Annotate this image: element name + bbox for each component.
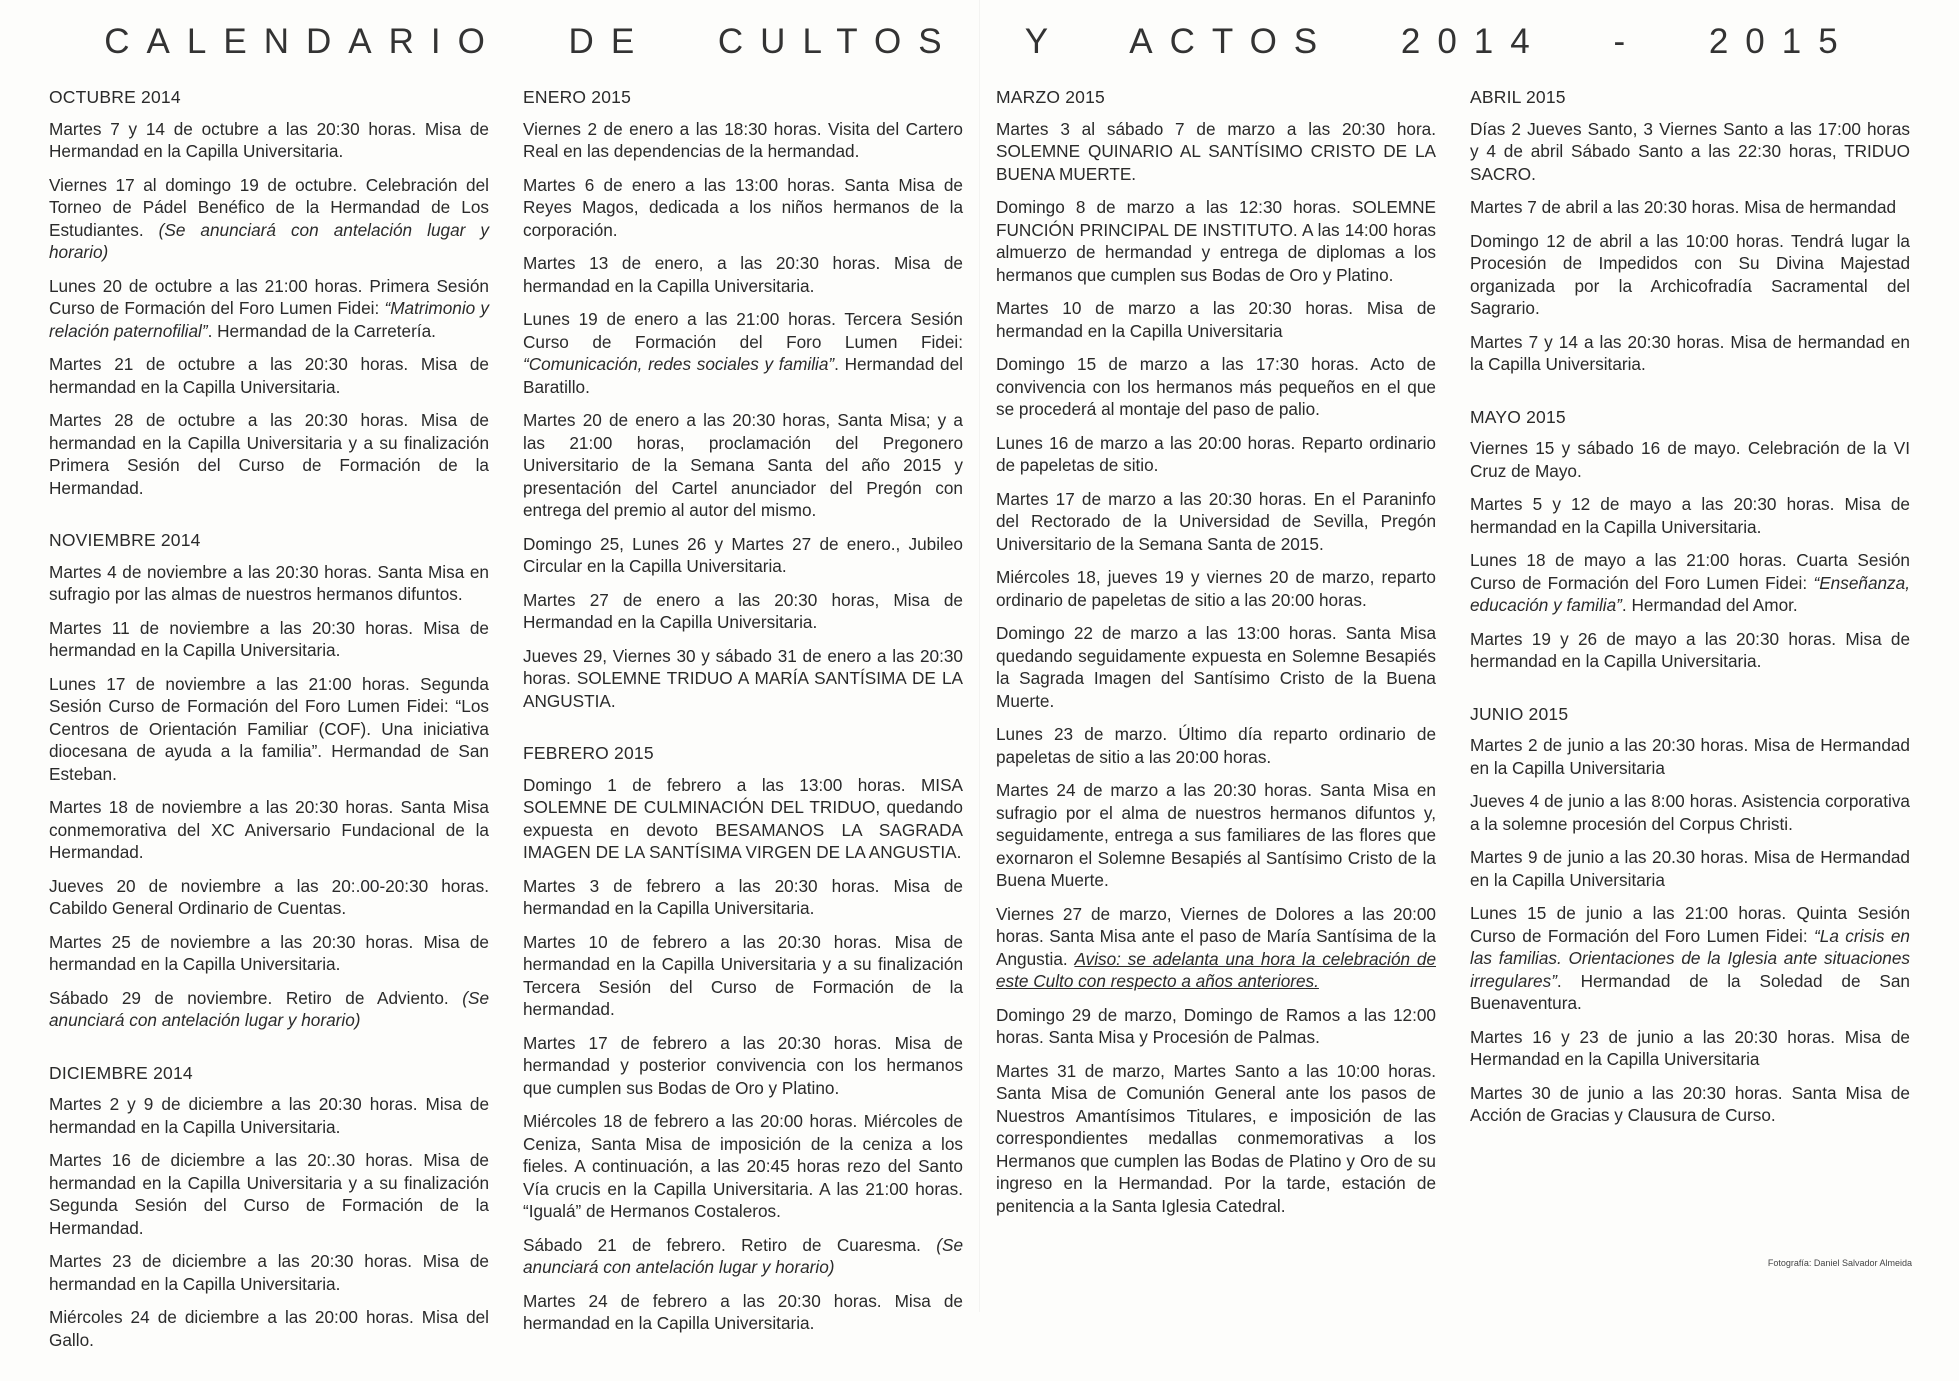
calendar-entry — [1470, 1026, 1910, 1071]
entry-text: Martes 11 de noviembre a las 20:30 horas. Misa de hermandad en la Capilla Universitaria. — [49, 617, 489, 660]
entry-text: Martes 4 de noviembre a las 20:30 horas. Santa Misa en sufragio por las almas de nuestros hermanos difuntos. — [49, 561, 489, 604]
calendar-entry — [49, 275, 489, 343]
entry-text: Martes 18 de noviembre a las 20:30 horas. Santa Misa conmemorativa del XC Aniversario Fundacional de la Hermandad. — [49, 797, 489, 862]
calendar-entry — [1470, 549, 1910, 617]
calendar-entry — [996, 622, 1436, 712]
entry-text: . Hermandad de la Soledad de San Buenaventura. — [1470, 970, 1910, 1013]
entry-text: Martes 23 de diciembre a las 20:30 horas. Misa de hermandad en la Capilla Universitaria. — [49, 1251, 489, 1294]
entry-notice-text: Aviso: se adelanta una hora la celebración de este Culto con respecto a años anteriores. — [996, 948, 1437, 991]
month-heading: DICIEMBRE 2014 — [49, 1062, 193, 1083]
entry-text: Viernes 15 y sábado 16 de mayo. Celebración de la VI Cruz de Mayo. — [1470, 438, 1910, 481]
calendar-entry — [523, 589, 963, 634]
calendar-entry — [996, 779, 1436, 892]
calendar-entry — [996, 1060, 1436, 1218]
month-section — [523, 86, 963, 712]
entry-text: Domingo 29 de marzo, Domingo de Ramos a las 12:00 horas. Santa Misa y Procesión de Palmas. — [996, 1004, 1436, 1047]
calendar-entry — [1470, 846, 1910, 891]
month-heading: OCTUBRE 2014 — [49, 87, 181, 107]
month-heading: NOVIEMBRE 2014 — [49, 530, 201, 550]
entry-text: Domingo 8 de marzo a las 12:30 horas. SOLEMNE FUNCIÓN PRINCIPAL DE INSTITUTO. A las 14:00 horas almuerzo de hermandad y entrega de diplomas a los hermanos que cumplen sus Bodas de Oro y Platino. — [996, 197, 1436, 285]
month-section — [1470, 406, 1910, 673]
calendar-entry — [49, 1250, 489, 1295]
calendar-entry — [49, 673, 489, 786]
entry-italic-text: (Se anunciará con antelación lugar y horario) — [49, 219, 489, 262]
calendar-entry — [523, 533, 963, 578]
calendar-entry — [523, 118, 963, 163]
entry-text: Martes 3 de febrero a las 20:30 horas. Misa de hermandad en la Capilla Universitaria. — [523, 875, 963, 918]
entry-text: Jueves 20 de noviembre a las 20:.00-20:30 horas. Cabildo General Ordinario de Cuentas. — [49, 875, 489, 918]
entry-text: Sábado 29 de noviembre. Retiro de Adviento. — [49, 987, 463, 1008]
entry-text: Martes 24 de febrero a las 20:30 horas. Misa de hermandad en la Capilla Universitaria. — [523, 1290, 963, 1333]
calendar-entry — [49, 987, 489, 1032]
entry-text: Lunes 17 de noviembre a las 21:00 horas. Segunda Sesión Curso de Formación del Foro Lumen Fidei: “Los Centros de Orientación Familiar (COF). Una iniciativa diocesana de ayuda a la familia”. Hermandad de San Esteban. — [49, 673, 489, 784]
calendar-entry — [523, 409, 963, 522]
calendar-column — [523, 86, 963, 1365]
calendar-entry — [523, 1234, 963, 1279]
calendar-entry — [523, 1032, 963, 1100]
calendar-entry — [996, 1004, 1436, 1049]
entry-italic-text: “Enseñanza, educación y familia” — [1470, 572, 1910, 615]
calendar-entry — [49, 174, 489, 264]
calendar-entry — [996, 196, 1436, 286]
calendar-column — [996, 86, 1436, 1247]
entry-text: Martes 6 de enero a las 13:00 horas. Santa Misa de Reyes Magos, dedicada a los niños hermanos de la corporación. — [523, 174, 963, 240]
entry-text: Días 2 Jueves Santo, 3 Viernes Santo a las 17:00 horas y 4 de abril Sábado Santo a las 22:30 horas, TRIDUO SACRO. — [1470, 118, 1910, 184]
month-heading: JUNIO 2015 — [1470, 703, 1569, 724]
calendar-entry — [1470, 118, 1910, 186]
entry-text: Domingo 1 de febrero a las 13:00 horas. MISA SOLEMNE DE CULMINACIÓN DEL TRIDUO, quedando expuesta en devoto BESAMANOS LA SAGRADA IMAGEN DE LA SANTÍSIMA VIRGEN DE LA ANGUSTIA. — [523, 774, 963, 862]
calendar-entry — [996, 353, 1436, 421]
calendar-entry — [49, 617, 489, 662]
entry-text: Miércoles 18 de febrero a las 20:00 horas. Miércoles de Ceniza, Santa Misa de imposición de la ceniza a los fieles. A continuación, a las 20:45 horas rezo del Santo Vía crucis en la Capilla Universitaria. A las 21:00 horas. “Igualá” de Hermanos Costaleros. — [523, 1111, 963, 1221]
calendar-entry — [1470, 628, 1910, 673]
calendar-entry — [996, 297, 1436, 342]
calendar-entry — [996, 432, 1436, 477]
calendar-entry — [1470, 1082, 1910, 1127]
calendar-entry — [49, 1093, 489, 1138]
calendar-entry — [996, 723, 1436, 768]
calendar-entry — [49, 796, 489, 864]
entry-text: Viernes 27 de marzo, Viernes de Dolores a las 20:00 horas. Santa Misa ante el paso de María Santísima de la Angustia. — [996, 903, 1436, 969]
entry-text: Sábado 21 de febrero. Retiro de Cuaresma. — [523, 1234, 937, 1255]
calendar-entry — [996, 488, 1436, 556]
calendar-entry — [49, 409, 489, 499]
calendar-column — [1470, 86, 1910, 1157]
month-section — [523, 742, 963, 1335]
entry-text: . Hermandad del Amor. — [1621, 595, 1798, 615]
calendar-entry — [1470, 331, 1910, 376]
entry-text: Martes 20 de enero a las 20:30 horas, Santa Misa; y a las 21:00 horas, proclamación del Pregonero Universitario de la Semana Santa del año 2015 y presentación del Cartel anunciador del Pregón con entrega del premio al autor del mismo. — [523, 410, 963, 520]
calendar-entry — [49, 1149, 489, 1239]
entry-text: Martes 17 de febrero a las 20:30 horas. Misa de hermandad y posterior convivencia con los hermanos que cumplen sus Bodas de Oro y Platino. — [523, 1032, 963, 1098]
entry-text: Martes 5 y 12 de mayo a las 20:30 horas. Misa de hermandad en la Capilla Universitaria. — [1470, 494, 1910, 537]
month-heading: MAYO 2015 — [1470, 406, 1566, 427]
entry-text: Martes 7 de abril a las 20:30 horas. Misa de hermandad — [1470, 197, 1897, 217]
entry-text: Martes 2 de junio a las 20:30 horas. Misa de Hermandad en la Capilla Universitaria — [1470, 735, 1910, 778]
entry-text: Lunes 20 de octubre a las 21:00 horas. Primera Sesión Curso de Formación del Foro Lumen Fidei: — [49, 275, 489, 318]
calendar-entry — [523, 252, 963, 297]
entry-text: Martes 24 de marzo a las 20:30 horas. Santa Misa en sufragio por el alma de nuestros hermanos difuntos y, seguidamente, entrega a sus familiares de las flores que exornaron el Solemne Besapiés al Santísimo Cristo de la Buena Muerte. — [996, 780, 1436, 890]
entry-text: Martes 16 y 23 de junio a las 20:30 horas. Misa de Hermandad en la Capilla Universitaria — [1470, 1026, 1910, 1069]
calendar-entry — [49, 353, 489, 398]
entry-italic-text: “Comunicación, redes sociales y familia” — [523, 354, 835, 374]
calendar-entry — [49, 875, 489, 920]
entry-text: Jueves 29, Viernes 30 y sábado 31 de enero a las 20:30 horas. SOLEMNE TRIDUO A MARÍA SANTÍSIMA DE LA ANGUSTIA. — [523, 645, 963, 711]
entry-text: Domingo 12 de abril a las 10:00 horas. Tendrá lugar la Procesión de Impedidos con Su Divina Majestad organizada por la Archicofradía Sacramental del Sagrario. — [1470, 230, 1910, 318]
calendar-entry — [996, 903, 1436, 993]
calendar-entry — [1470, 902, 1910, 1015]
entry-text: Martes 28 de octubre a las 20:30 horas. Misa de hermandad en la Capilla Universitaria y a su finalización Primera Sesión del Curso de Formación de la Hermandad. — [49, 410, 489, 498]
calendar-entry — [1470, 196, 1910, 219]
entry-italic-text: (Se anunciará con antelación lugar y horario) — [523, 1234, 963, 1277]
entry-text: Martes 19 y 26 de mayo a las 20:30 horas. Misa de hermandad en la Capilla Universitaria. — [1470, 628, 1910, 671]
entry-text: Lunes 19 de enero a las 21:00 horas. Tercera Sesión Curso de Formación del Foro Lumen Fidei: — [523, 309, 963, 352]
month-section — [1470, 86, 1910, 376]
entry-text: . Hermandad del Baratillo. — [523, 354, 963, 397]
entry-text: Miércoles 24 de diciembre a las 20:00 horas. Misa del Gallo. — [49, 1307, 489, 1350]
entry-text: . Hermandad de la Carretería. — [207, 320, 436, 341]
month-section — [49, 86, 489, 499]
calendar-entry — [523, 875, 963, 920]
entry-text: Miércoles 18, jueves 19 y viernes 20 de marzo, reparto ordinario de papeletas de sitio a las 20:00 horas. — [996, 567, 1436, 610]
entry-italic-text: “Matrimonio y relación paternofilial” — [49, 298, 489, 341]
entry-text: Martes 2 y 9 de diciembre a las 20:30 horas. Misa de hermandad en la Capilla Universitaria. — [49, 1094, 489, 1137]
fold-line — [979, 0, 980, 1312]
month-heading: ABRIL 2015 — [1470, 87, 1566, 107]
entry-text: Martes 21 de octubre a las 20:30 horas. Misa de hermandad en la Capilla Universitaria. — [49, 354, 489, 397]
month-section — [1470, 703, 1910, 1127]
entry-text: Martes 10 de febrero a las 20:30 horas. Misa de hermandad en la Capilla Universitaria y a su finalización Tercera Sesión del Curso de Formación de la hermandad. — [523, 931, 963, 1019]
calendar-entry — [49, 118, 489, 163]
month-heading: FEBRERO 2015 — [523, 743, 654, 763]
month-section — [996, 86, 1436, 1217]
entry-text: Martes 7 y 14 a las 20:30 horas. Misa de hermandad en la Capilla Universitaria. — [1470, 331, 1910, 374]
photo-credit: Fotografía: Daniel Salvador Almeida — [1767, 1258, 1912, 1268]
entry-text: Martes 3 al sábado 7 de marzo a las 20:30 hora. SOLEMNE QUINARIO AL SANTÍSIMO CRISTO DE LA BUENA MUERTE. — [996, 118, 1436, 184]
calendar-column — [49, 86, 489, 1381]
calendar-entry — [523, 174, 963, 242]
entry-text: Viernes 2 de enero a las 18:30 horas. Visita del Cartero Real en las dependencias de la hermandad. — [523, 118, 963, 161]
calendar-entry — [1470, 437, 1910, 482]
entry-text: Martes 13 de enero, a las 20:30 horas. Misa de hermandad en la Capilla Universitaria. — [523, 253, 963, 296]
entry-text: Jueves 4 de junio a las 8:00 horas. Asistencia corporativa a la solemne procesión del Corpus Christi. — [1470, 791, 1910, 834]
entry-text: Martes 17 de marzo a las 20:30 horas. En el Paraninfo del Rectorado de la Universidad de Sevilla, Pregón Universitario de la Semana Santa de 2015. — [996, 488, 1436, 554]
entry-text: Martes 9 de junio a las 20.30 horas. Misa de Hermandad en la Capilla Universitaria — [1470, 847, 1910, 890]
entry-text: Martes 30 de junio a las 20:30 horas. Santa Misa de Acción de Gracias y Clausura de Curso. — [1470, 1082, 1910, 1125]
calendar-entry — [523, 931, 963, 1021]
calendar-entry — [996, 566, 1436, 611]
entry-text: Lunes 16 de marzo a las 20:00 horas. Reparto ordinario de papeletas de sitio. — [996, 432, 1436, 475]
entry-text: Martes 31 de marzo, Martes Santo a las 10:00 horas. Santa Misa de Comunión General ante los pasos de Nuestros Amantísimos Titulares, e imposición de las correspondientes medallas conmemorativas a los Hermanos que cumplen las Bodas de Platino y Oro de su ingreso en la Hermandad. Por la tarde, estación de penitencia a la Santa Iglesia Catedral. — [996, 1060, 1436, 1216]
entry-text: Martes 10 de marzo a las 20:30 horas. Misa de hermandad en la Capilla Universitaria — [996, 298, 1436, 341]
calendar-entry — [49, 561, 489, 606]
month-heading: MARZO 2015 — [996, 87, 1105, 107]
entry-text: Lunes 18 de mayo a las 21:00 horas. Cuarta Sesión Curso de Formación del Foro Lumen Fidei: — [1470, 550, 1910, 593]
entry-text: Domingo 22 de marzo a las 13:00 horas. Santa Misa quedando seguidamente expuesta en Solemne Besapiés la Sagrada Imagen del Santísimo Cristo de la Buena Muerte. — [996, 623, 1436, 711]
calendar-entry — [1470, 230, 1910, 320]
calendar-entry — [523, 645, 963, 713]
calendar-entry — [523, 308, 963, 398]
entry-text: Domingo 25, Lunes 26 y Martes 27 de enero., Jubileo Circular en la Capilla Universitaria. — [523, 533, 963, 576]
entry-text: Lunes 23 de marzo. Último día reparto ordinario de papeletas de sitio a las 20:00 horas. — [996, 724, 1436, 767]
entry-italic-text: (Se anunciará con antelación lugar y horario) — [49, 987, 489, 1030]
entry-text: Viernes 17 al domingo 19 de octubre. Celebración del Torneo de Pádel Benéfico de la Hermandad de Los Estudiantes. — [49, 174, 489, 240]
entry-text: Martes 7 y 14 de octubre a las 20:30 horas. Misa de Hermandad en la Capilla Universitaria. — [49, 118, 489, 161]
calendar-entry — [1470, 790, 1910, 835]
calendar-entry — [1470, 493, 1910, 538]
calendar-entry — [49, 931, 489, 976]
entry-italic-text: “La crisis en las familias. Orientaciones de la Iglesia ante situaciones irregulares” — [1470, 925, 1910, 991]
calendar-entry — [523, 1110, 963, 1223]
calendar-entry — [1470, 734, 1910, 779]
entry-text: Lunes 15 de junio a las 21:00 horas. Quinta Sesión Curso de Formación del Foro Lumen Fidei: — [1470, 903, 1910, 946]
entry-text: Martes 27 de enero a las 20:30 horas, Misa de Hermandad en la Capilla Universitaria. — [523, 589, 963, 632]
calendar-entry — [49, 1306, 489, 1351]
entry-text: Martes 25 de noviembre a las 20:30 horas. Misa de hermandad en la Capilla Universitaria. — [49, 931, 489, 974]
calendar-entry — [523, 774, 963, 864]
calendar-entry — [996, 118, 1436, 186]
entry-text: Martes 16 de diciembre a las 20:.30 horas. Misa de hermandad en la Capilla Universitaria y a su finalización Segunda Sesión del Curso de Formación de la Hermandad. — [49, 1150, 489, 1238]
month-section — [49, 1062, 489, 1352]
entry-text: Domingo 15 de marzo a las 17:30 horas. Acto de convivencia con los hermanos más pequeños en el que se procederá al montaje del paso de palio. — [996, 354, 1436, 419]
month-heading: ENERO 2015 — [523, 87, 632, 107]
page-title: CALENDARIO DE CULTOS Y ACTOS 2014 - 2015 — [104, 22, 1855, 61]
month-section — [49, 529, 489, 1032]
calendar-entry — [523, 1290, 963, 1335]
